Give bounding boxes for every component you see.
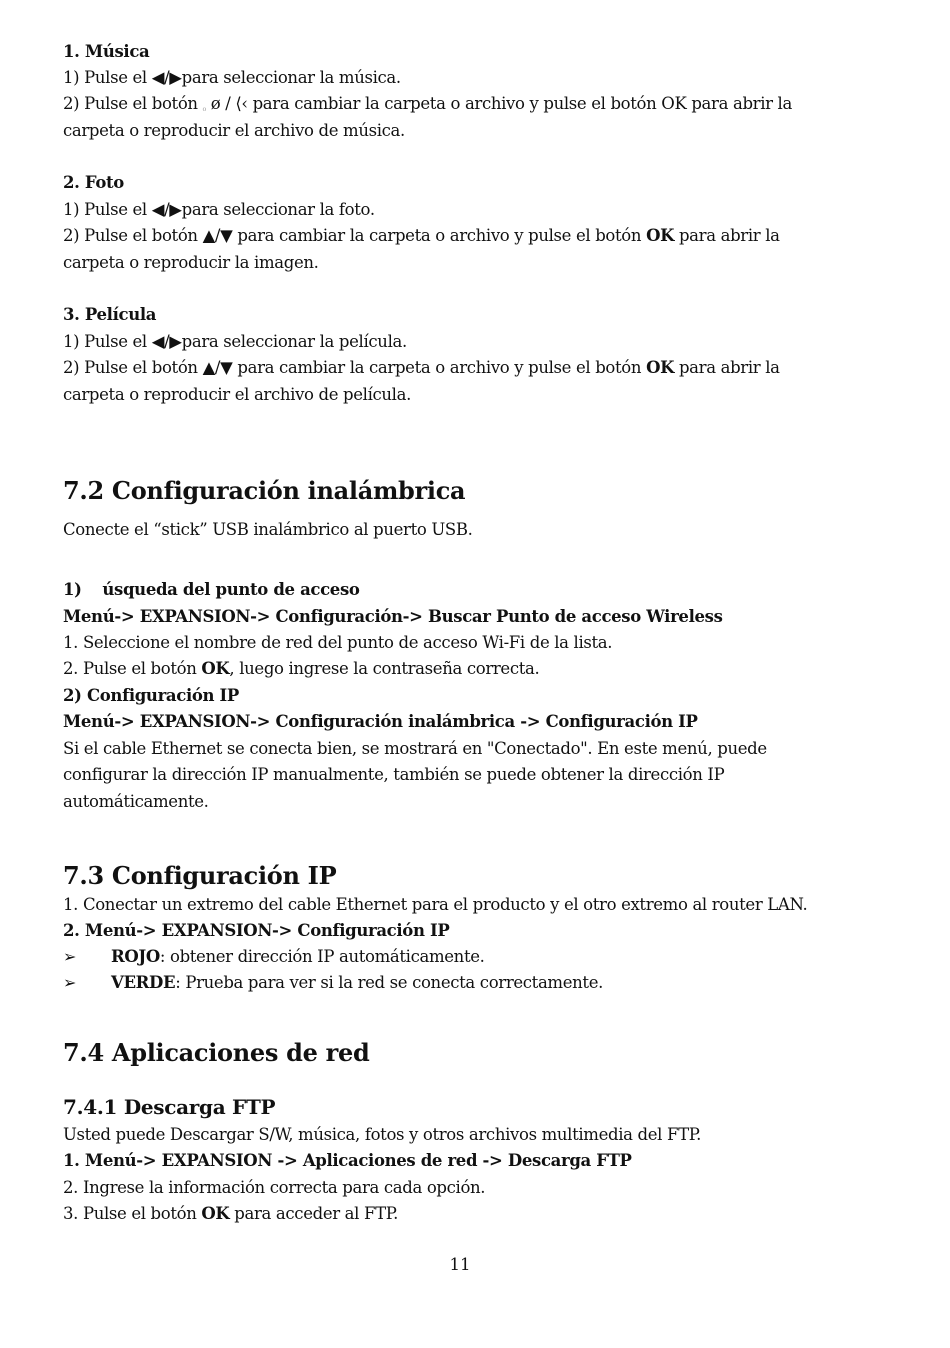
movie-step-2	[63, 357, 780, 379]
bullet-arrow-icon: ➢	[63, 973, 77, 992]
ok-key: OK	[201, 659, 230, 678]
bullet-arrow-icon: ➢	[63, 947, 77, 966]
movie-title: 3. Película	[63, 305, 157, 324]
ap-search-step-2-start: 2. Pulse el botón	[63, 659, 202, 678]
movie-step-2-cont: carpeta o reproducir el archivo de película.	[63, 385, 411, 404]
ip-config-text-3: automáticamente.	[63, 792, 209, 811]
verde-key: VERDE	[111, 973, 176, 992]
bullet-verde	[111, 972, 603, 994]
wireless-intro: Conecte el “stick” USB inalámbrico al puerto USB.	[63, 520, 473, 539]
ap-search-menu-path: Menú-> EXPANSION-> Configuración-> Buscar Punto de acceso Wireless	[63, 607, 723, 626]
rojo-text: : obtener dirección IP automáticamente.	[159, 947, 485, 966]
music-step-2-start: 2) Pulse el botón	[63, 94, 198, 113]
page-number: 11	[449, 1255, 471, 1274]
ap-search-number: 1)	[63, 580, 82, 599]
ok-key: OK	[646, 358, 675, 377]
ip-step-2-menu-path: 2. Menú-> EXPANSION-> Configuración IP	[63, 921, 450, 940]
garbled-glyph-small: ₀	[202, 104, 206, 114]
ftp-step-2: 2. Ingrese la información correcta para cada opción.	[63, 1178, 486, 1197]
verde-text: : Prueba para ver si la red se conecta correctamente.	[175, 973, 604, 992]
photo-step-2-cont: carpeta o reproducir la imagen.	[63, 253, 319, 272]
photo-step-2	[63, 225, 780, 247]
ftp-intro: Usted puede Descargar S/W, música, fotos y otros archivos multimedia del FTP.	[63, 1125, 702, 1144]
ip-config-menu-path: Menú-> EXPANSION-> Configuración inalámbrica -> Configuración IP	[63, 712, 698, 731]
ap-search-step-2	[63, 658, 539, 680]
ok-key: OK	[201, 1204, 230, 1223]
ftp-step-3-start: 3. Pulse el botón	[63, 1204, 202, 1223]
section-heading-net-apps: 7.4 Aplicaciones de red	[63, 1038, 370, 1067]
ip-config-subtitle: 2) Configuración IP	[63, 686, 239, 705]
photo-title: 2. Foto	[63, 173, 124, 192]
music-step-2	[63, 93, 792, 120]
rojo-key: ROJO	[111, 947, 160, 966]
section-heading-wireless: 7.2 Configuración inalámbrica	[63, 476, 466, 505]
bullet-rojo	[111, 946, 485, 968]
ip-config-text-1: Si el cable Ethernet se conecta bien, se mostrará en "Conectado". En este menú, puede	[63, 739, 767, 758]
ip-config-text-2: configurar la dirección IP manualmente, también se puede obtener la dirección IP	[63, 765, 725, 784]
ap-search-step-1: 1. Seleccione el nombre de red del punto de acceso Wi-Fi de la lista.	[63, 633, 613, 652]
ftp-step-3-end: para acceder al FTP.	[229, 1204, 399, 1223]
photo-step-2-start: 2) Pulse el botón ▲/▼ para cambiar la carpeta o archivo y pulse el botón	[63, 226, 647, 245]
music-step-1: 1) Pulse el ◀/▶para seleccionar la música.	[63, 68, 401, 87]
music-step-2-cont: carpeta o reproducir el archivo de música.	[63, 121, 405, 140]
ftp-step-3	[63, 1203, 398, 1225]
ftp-menu-path: 1. Menú-> EXPANSION -> Aplicaciones de red -> Descarga FTP	[63, 1151, 632, 1170]
garbled-arrow-glyphs: ø / ⟨‹	[210, 94, 248, 113]
movie-step-2-end: para abrir la	[674, 358, 780, 377]
movie-step-2-start: 2) Pulse el botón ▲/▼ para cambiar la carpeta o archivo y pulse el botón	[63, 358, 647, 377]
ap-search-label: úsqueda del punto de acceso	[102, 580, 360, 599]
photo-step-1: 1) Pulse el ◀/▶para seleccionar la foto.	[63, 200, 375, 219]
ap-search-title	[63, 579, 360, 601]
ok-key: OK	[646, 226, 675, 245]
photo-step-2-end: para abrir la	[674, 226, 780, 245]
movie-step-1: 1) Pulse el ◀/▶para seleccionar la película.	[63, 332, 407, 351]
music-step-2-end: para cambiar la carpeta o archivo y pulse el botón OK para abrir la	[252, 94, 792, 113]
ap-search-step-2-end: , luego ingrese la contraseña correcta.	[229, 659, 540, 678]
subsection-heading-ftp: 7.4.1 Descarga FTP	[63, 1095, 276, 1119]
section-heading-ip: 7.3 Configuración IP	[63, 861, 337, 890]
music-title: 1. Música	[63, 42, 150, 61]
ip-step-1: 1. Conectar un extremo del cable Ethernet para el producto y el otro extremo al router LAN.	[63, 895, 808, 914]
